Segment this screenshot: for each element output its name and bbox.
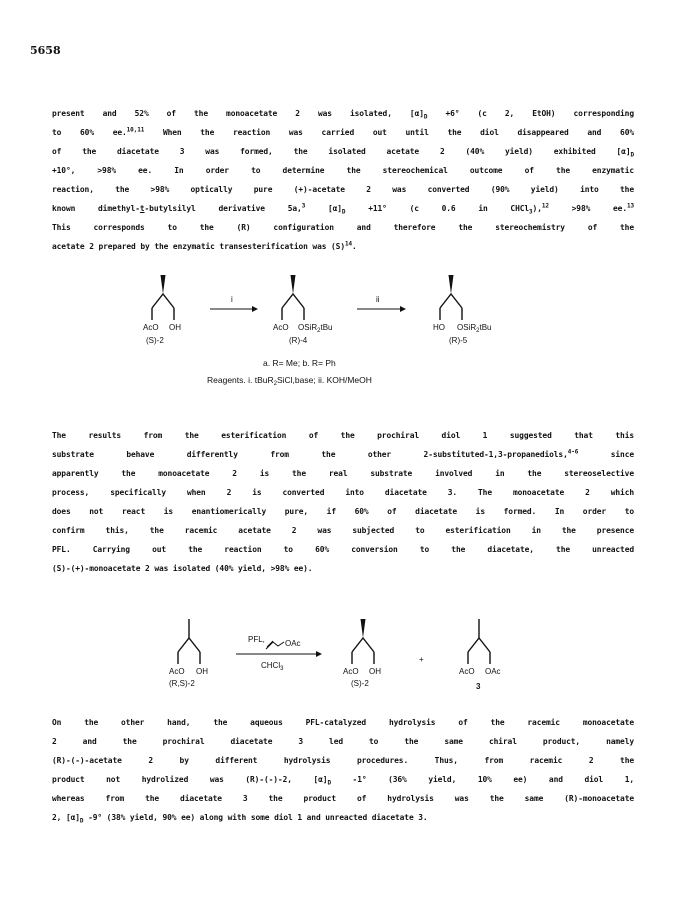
reagents-caption: Reagents. i. tBuR$_2$SiCl,base; ii. KOH/MeOH <box>207 375 372 387</box>
arrow-head <box>252 306 258 312</box>
plus-sign: + <box>419 655 424 664</box>
aco-label: AcO <box>143 323 159 332</box>
text-line: known dimethyl-t-butylsilyl derivative 5a,$^3$ $[\alpha]_D +11^\circ$ (c 0.6 in CHCl$_3$),$^{12}$ >98% ee.$^{13}$ <box>52 202 635 216</box>
molecule-rs2 <box>178 619 200 664</box>
oh-label: OH <box>196 667 208 676</box>
text-line: whereas from the diacetate 3 the product of hydrolysis was the same (R)-monoacetate <box>52 794 634 803</box>
compound-number: 3 <box>476 682 481 691</box>
reagent-label: OAc <box>285 639 301 648</box>
molecule-3 <box>468 619 490 664</box>
text-line: (S)-(+)-monoacetate 2 was isolated (40% yield, >98% ee). <box>52 564 313 573</box>
oh-label: OH <box>369 667 381 676</box>
text-line: apparently the monoacetate 2 is the real substrate involved in the stereoselective <box>52 469 634 478</box>
oac-label: OAc <box>485 667 501 676</box>
text-line: product not hydrolized was (R)-(-)-2, $[\alpha]_D$ -1° (36% yield, 10% ee) and diol 1, <box>52 775 634 787</box>
compound-label: (S)-2 <box>146 336 164 345</box>
compound-label: (R,S)-2 <box>169 679 195 688</box>
aco-label: AcO <box>273 323 289 332</box>
aco-label: AcO <box>343 667 359 676</box>
text-line: does not react is enantiomerically pure, if 60% of diacetate is formed. In order to <box>52 507 634 516</box>
compound-label: (R)-5 <box>449 336 468 345</box>
paragraph-3 <box>52 713 634 827</box>
compound-label: (S)-2 <box>351 679 369 688</box>
molecule-r5 <box>440 275 462 320</box>
text-line: to 60% ee.$^{10,11}$ When the reaction was carried out until the diol disappeared and 60% <box>52 126 634 137</box>
text-line: confirm this, the racemic acetate 2 was subjected to esterification in the presence <box>52 526 634 535</box>
text-line: acetate 2 prepared by the enzymatic transesterification was $(S)^{14}$. <box>52 240 357 251</box>
text-line: of the diacetate 3 was formed, the isolated acetate 2 (40% yield) exhibited $[\alpha]_D$ <box>52 147 634 159</box>
reagent-label: PFL, <box>248 635 265 644</box>
step-label: ii <box>376 295 380 304</box>
text-line: reaction, the >98% optically pure (+)-acetate 2 was converted (90% yield) into the <box>52 185 634 194</box>
silyl-ether-label: OSiR$_2$tBu <box>298 323 333 334</box>
variants-caption: a. R= Me; b. R= Ph <box>263 358 336 368</box>
text-line: substrate behave differently from the other 2-substituted-1,3-propanediols,$^{4-6}$ since <box>52 448 635 459</box>
text-line: +10°, >98% ee. In order to determine the stereochemical outcome of the enzymatic <box>52 166 634 175</box>
vinyl-double-bond <box>267 641 273 647</box>
text-line: (R)-(-)-acetate 2 by different hydrolysis procedures. Thus, from racemic 2 the <box>52 756 634 765</box>
reaction-scheme-2 <box>0 612 673 702</box>
silyl-ether-label: OSiR$_2$tBu <box>457 323 492 334</box>
text-line: 2, $[\alpha]_D$ -9° (38% yield, 90% ee) along with some diol 1 and unreacted diacetate 3. <box>52 813 428 825</box>
oh-label: OH <box>169 323 181 332</box>
molecule-s2 <box>352 619 374 664</box>
paragraph-2 <box>52 426 634 578</box>
text-line: On the other hand, the aqueous PFL-catalyzed hydrolysis of the racemic monoacetate <box>52 718 634 727</box>
text-line: PFL. Carrying out the reaction to 60% conversion to the diacetate, the unreacted <box>52 545 634 554</box>
paragraph-1 <box>52 104 634 256</box>
text-line: present and 52% of the monoacetate 2 was isolated, $[\alpha]_D +6^\circ$ (c 2, EtOH) corresponding <box>52 109 634 121</box>
reaction-scheme-1 <box>0 268 673 398</box>
arrow-head <box>400 306 406 312</box>
text-line: This corresponds to the (R) configuration and therefore the stereochemistry of the <box>52 223 634 232</box>
compound-label: (R)-4 <box>289 336 308 345</box>
ho-label: HO <box>433 323 445 332</box>
aco-label: AcO <box>459 667 475 676</box>
text-line: 2 and the prochiral diacetate 3 led to the same chiral product, namely <box>52 737 634 746</box>
step-label: i <box>231 295 233 304</box>
arrow-head <box>316 651 322 657</box>
molecule-r4 <box>282 275 304 320</box>
text-line: process, specifically when 2 is converted into diacetate 3. The monoacetate 2 which <box>52 488 634 497</box>
aco-label: AcO <box>169 667 185 676</box>
page-number: 5658 <box>30 44 61 57</box>
molecule-s2 <box>152 275 174 320</box>
text-line: The results from the esterification of the prochiral diol 1 suggested that this <box>52 431 634 440</box>
solvent-label: CHCl$_3$ <box>261 661 284 672</box>
